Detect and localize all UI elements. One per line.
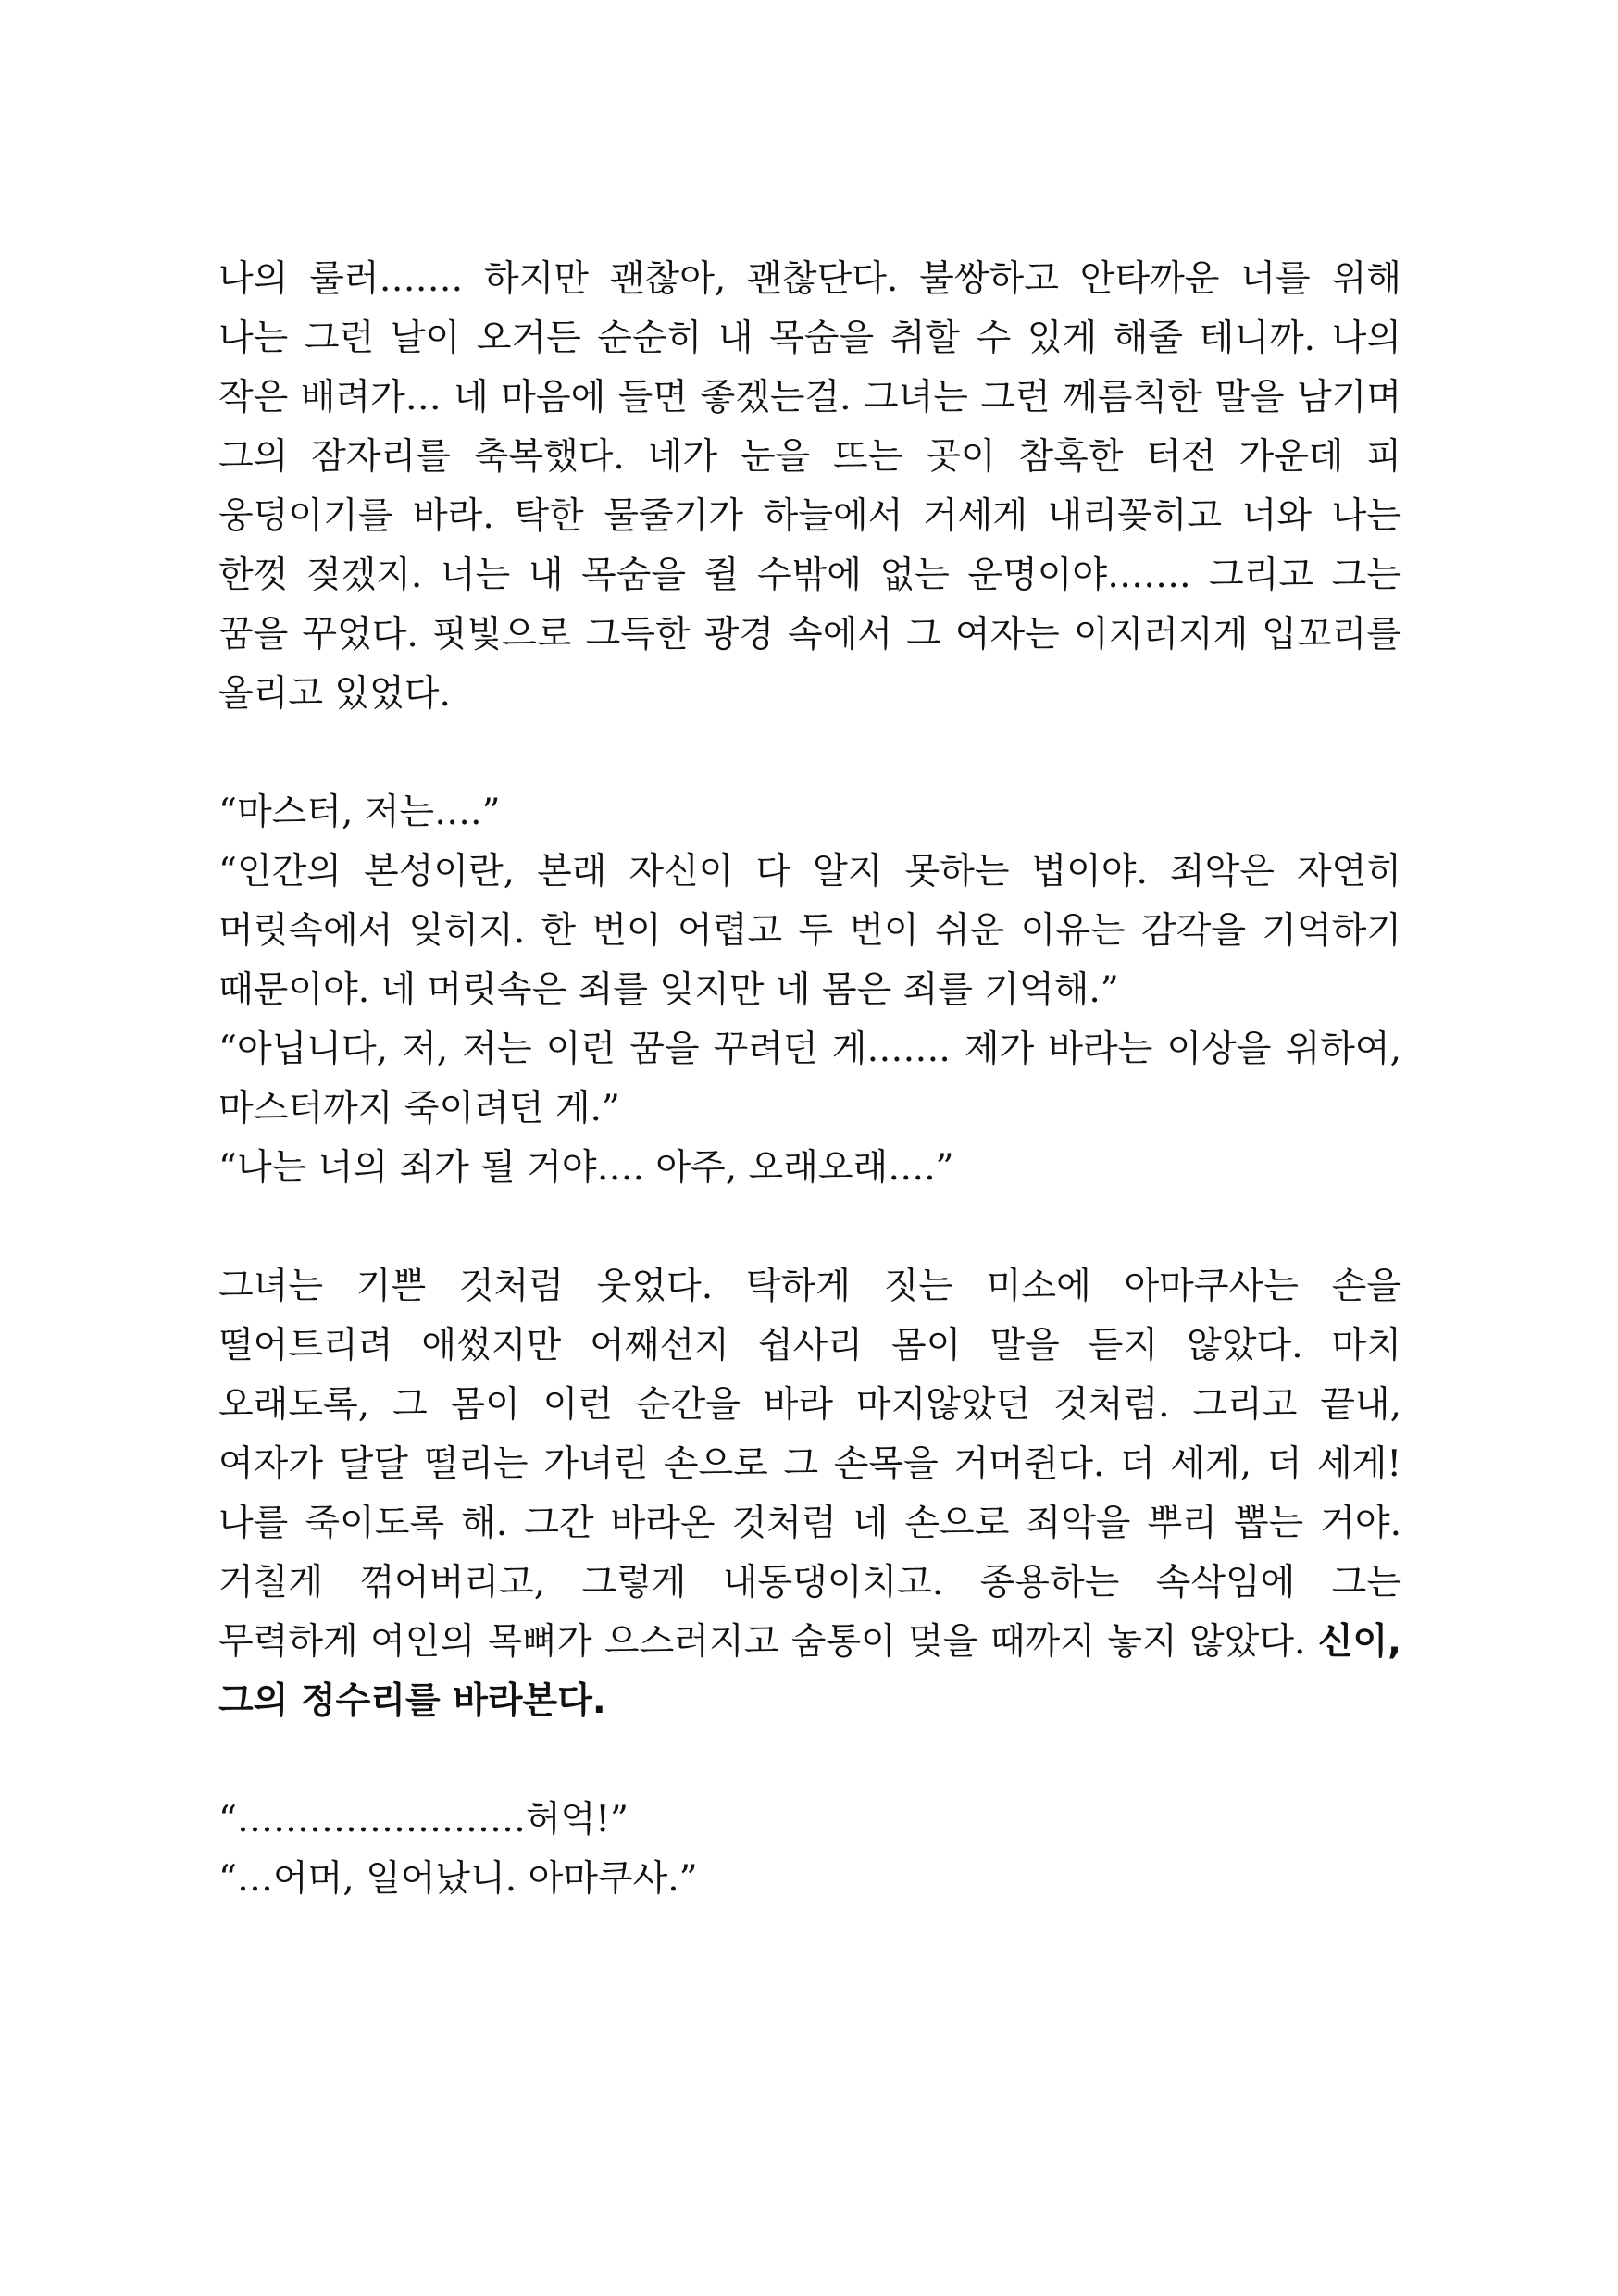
dialogue-line-2: “인간의 본성이란, 본래 자신이 다 알지 못하는 법이야. 죄악은 자연히 머릿속에서 잊히지. 한 번이 어렵고 두 번이 쉬운 이유는 감각을 기억하기 때문이야. 네 머릿속은 죄를 잊지만 네 몸은 죄를 기억해.” <box>218 851 1401 1011</box>
narration-paragraph-2 <box>218 1257 1401 1731</box>
body-text <box>218 250 1401 1909</box>
dialogue-line-1: “마스터, 저는….” <box>218 792 501 833</box>
paragraph-gap <box>218 724 1401 783</box>
paragraph-gap <box>218 1198 1401 1257</box>
narration-paragraph-2-text: 그녀는 기쁜 것처럼 웃었다. 탁하게 짓는 미소에 아마쿠사는 손을 떨어트리려 애썼지만 어째선지 쉽사리 몸이 말을 듣지 않았다. 마치 오래도록, 그 몸이 이런 순간을 바라 마지않았던 것처럼. 그리고 끝내, 여자가 달달 떨리는 가녀린 손으로 그 손목을 거머쥔다. 더 세게, 더 세게! 나를 죽이도록 해. 그간 바라온 것처럼 네 손으로 죄악을 뿌리 뽑는 거야. 거칠게 꺾어버리고, 그렇게 내동댕이치고. 종용하는 속삭임에 그는 무력하게 여인의 목뼈가 으스러지고 숨통이 멎을 때까지 놓지 않았다. <box>218 1266 1401 1663</box>
narration-paragraph-1: 나의 룰러……. 하지만 괜찮아, 괜찮단다. 불쌍하고 안타까운 너를 위해 나는 그런 날이 오거든 순순히 내 목숨을 취할 수 있게 해줄 테니까. 나의 작은 배려가… 네 마음에 들면 좋겠는걸. 그녀는 그런 께름칙한 말을 남기며 그의 잠자리를 축복했다. 네가 눈을 뜨는 곳이 참혹한 터전 가운데 피 웅덩이기를 바라. 탁한 물줄기가 하늘에서 거세게 내리꽂히고 너와 나는 한껏 젖겠지. 너는 내 목숨을 쥘 수밖에 없는 운명이야……. 그리고 그는 꿈을 꾸었다. 핏빛으로 그득한 광경 속에서 그 여자는 이지러지게 입꼬리를 올리고 있었다. <box>218 258 1401 715</box>
paragraph-gap <box>218 1731 1401 1791</box>
dialogue-line-4: “나는 너의 죄가 될 거야…. 아주, 오래오래….” <box>218 1147 954 1189</box>
dialogue-line-6: “…어머, 일어났니. 아마쿠사.” <box>218 1858 698 1900</box>
emphasized-sentence: 신이, 그의 정수리를 바라본다. <box>218 1621 1401 1722</box>
dialogue-line-5: “……………………허억!” <box>218 1799 629 1841</box>
dialogue-line-3: “아닙니다, 저, 저는 이런 꿈을 꾸려던 게……. 제가 바라는 이상을 위하여, 마스터까지 죽이려던 게.” <box>218 1029 1401 1129</box>
